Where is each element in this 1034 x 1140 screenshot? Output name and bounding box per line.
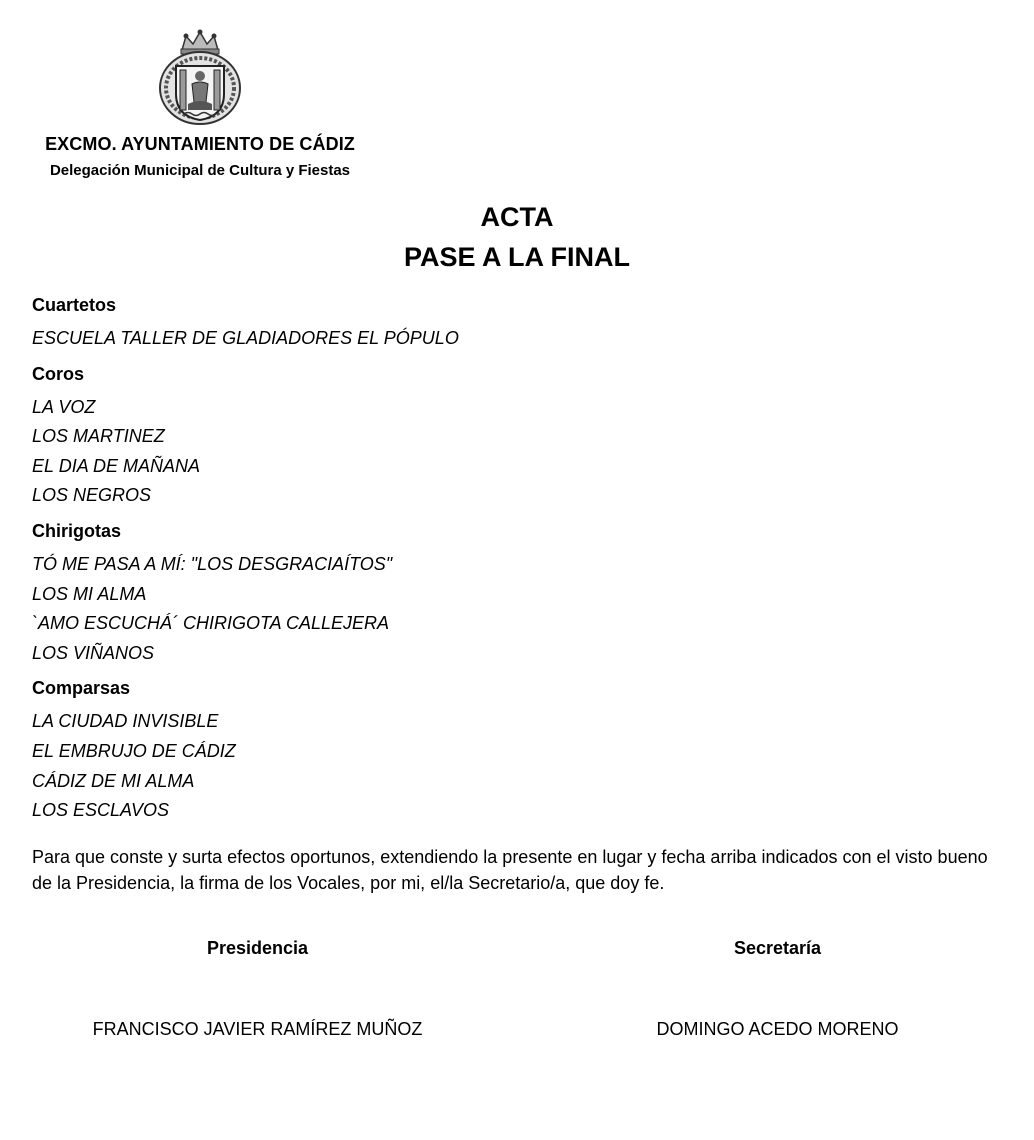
list-item: LOS MARTINEZ (32, 426, 165, 447)
city-crest-icon (154, 28, 246, 128)
closing-paragraph: Para que conste y surta efectos oportunos, extendiendo la presente en lugar y fecha arriba indicados con el visto bueno de la Presidencia, la firma de los Vocales, por mi, el/la Secretario/a, que doy fe. (32, 846, 988, 893)
category-chirigotas (32, 518, 1002, 668)
title-line-1: ACTA (480, 202, 554, 232)
category-title: Coros (32, 363, 85, 384)
category-coros (32, 361, 1002, 511)
entry-list (32, 324, 1002, 354)
entry-list (32, 393, 1002, 511)
list-item: LA CIUDAD INVISIBLE (32, 711, 219, 732)
signature-role: Secretaría (733, 938, 822, 958)
list-item: LOS NEGROS (32, 485, 152, 506)
document-header (30, 28, 370, 179)
list-item: CÁDIZ DE MI ALMA (32, 770, 195, 791)
entry-list (32, 707, 1002, 825)
signature-name: DOMINGO ACEDO MORENO (656, 1019, 899, 1039)
category-comparsas (32, 675, 1002, 825)
organization-name: EXCMO. AYUNTAMIENTO DE CÁDIZ (45, 134, 355, 154)
signature-role: Presidencia (206, 938, 309, 958)
category-title: Comparsas (32, 678, 131, 699)
list-item: LOS ESCLAVOS (32, 800, 170, 821)
department-name: Delegación Municipal de Cultura y Fiestas (49, 162, 351, 179)
category-cuartetos (32, 292, 1002, 354)
list-item: LOS VIÑANOS (32, 642, 155, 663)
list-item: EL DIA DE MAÑANA (32, 455, 201, 476)
document-body (32, 292, 1002, 896)
category-title: Chirigotas (32, 520, 122, 541)
category-title: Cuartetos (32, 295, 117, 315)
signature-name: FRANCISCO JAVIER RAMÍREZ MUÑOZ (92, 1019, 423, 1039)
list-item: `AMO ESCUCHÁ´ CHIRIGOTA CALLEJERA (32, 613, 390, 634)
document-title (0, 197, 1034, 277)
entry-list (32, 550, 1002, 668)
list-item: EL EMBRUJO DE CÁDIZ (32, 740, 236, 761)
list-item: LA VOZ (32, 396, 96, 417)
list-item: ESCUELA TALLER DE GLADIADORES EL PÓPULO (32, 328, 459, 348)
list-item: LOS MI ALMA (32, 583, 147, 604)
signature-secretaria (600, 938, 955, 1040)
title-line-2: PASE A LA FINAL (404, 242, 630, 272)
list-item: TÓ ME PASA A MÍ: "LOS DESGRACIAÍTOS" (32, 553, 393, 574)
signature-presidencia (60, 938, 455, 1040)
